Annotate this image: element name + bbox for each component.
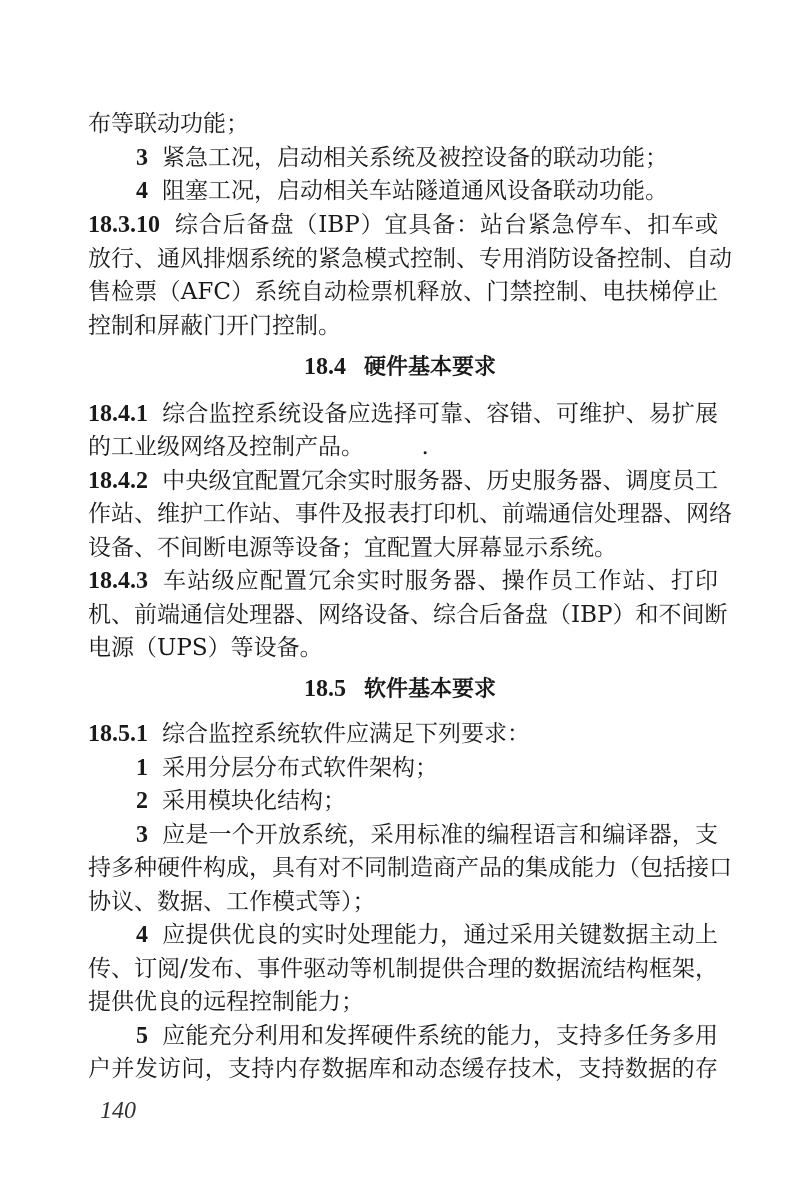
text-line bbox=[88, 108, 718, 141]
section-title: 硬件基本要求 bbox=[363, 354, 496, 380]
text-line bbox=[88, 310, 718, 343]
item-number: 1 bbox=[136, 755, 148, 781]
clause-number: 18.5.1 bbox=[88, 721, 148, 747]
line-text: 应是一个开放系统，采用标准的编程语言和编译器，支 bbox=[162, 822, 718, 848]
item-number: 5 bbox=[136, 1023, 148, 1049]
line-text: 应提供优良的实时处理能力，通过采用关键数据主动上 bbox=[162, 922, 718, 948]
line-text: 放行、通风排烟系统的紧急模式控制、专用消防设备控制、自动 bbox=[88, 246, 732, 272]
text-line bbox=[88, 953, 718, 986]
list-item bbox=[88, 1020, 718, 1053]
item-number: 4 bbox=[136, 922, 148, 948]
line-text: 设备、不间断电源等设备；宜配置大屏幕显示系统。 bbox=[88, 535, 617, 561]
text-line bbox=[88, 431, 718, 464]
section-number: 18.5 bbox=[303, 676, 346, 702]
section-heading-18-5 bbox=[0, 673, 800, 706]
item-number: 3 bbox=[136, 822, 148, 848]
line-text: 采用分层分布式软件架构； bbox=[162, 755, 438, 781]
line-text: 机、前端通信处理器、网络设备、综合后备盘（IBP）和不间断 bbox=[88, 602, 728, 628]
text-line bbox=[88, 498, 732, 531]
text-line bbox=[88, 886, 718, 919]
line-text: 电源（UPS）等设备。 bbox=[88, 635, 323, 661]
line-text: 控制和屏蔽门开门控制。 bbox=[88, 313, 341, 339]
line-text: 售检票（AFC）系统自动检票机释放、门禁控制、电扶梯停止 bbox=[88, 279, 718, 305]
clause-18-5-1 bbox=[88, 718, 718, 751]
line-text: 综合监控系统软件应满足下列要求： bbox=[162, 721, 530, 747]
line-text: 户并发访问，支持内存数据库和动态缓存技术，支持数据的存 bbox=[88, 1056, 718, 1082]
clause-18-3-10 bbox=[88, 209, 718, 242]
list-item bbox=[88, 175, 718, 208]
line-text: 作站、维护工作站、事件及报表打印机、前端通信处理器、网络 bbox=[88, 501, 732, 527]
clause-number: 18.4.1 bbox=[88, 401, 148, 427]
list-item bbox=[88, 142, 718, 175]
item-number: 3 bbox=[136, 145, 148, 171]
clause-18-4-1 bbox=[88, 398, 718, 431]
clause-18-4-3 bbox=[88, 565, 718, 598]
list-item bbox=[88, 819, 718, 852]
line-text: 协议、数据、工作模式等）； bbox=[88, 889, 376, 915]
section-heading-18-4 bbox=[0, 351, 800, 384]
line-text: 采用模块化结构； bbox=[162, 788, 346, 814]
clause-number: 18.4.3 bbox=[88, 568, 148, 594]
line-text: 车站级应配置冗余实时服务器、操作员工作站、打印 bbox=[162, 568, 718, 594]
line-text: 中央级宜配置冗余实时服务器、历史服务器、调度员工 bbox=[162, 468, 718, 494]
text-line bbox=[88, 1053, 718, 1086]
section-number: 18.4 bbox=[303, 354, 346, 380]
text-line bbox=[88, 243, 732, 276]
line-text: 综合监控系统设备应选择可靠、容错、可维护、易扩展 bbox=[162, 401, 718, 427]
line-text: 的工业级网络及控制产品。 . bbox=[88, 434, 429, 460]
item-number: 4 bbox=[136, 178, 148, 204]
text-line bbox=[88, 532, 718, 565]
line-text: 布等联动功能； bbox=[88, 111, 249, 137]
line-text: 传、订阅/发布、事件驱动等机制提供合理的数据流结构框架， bbox=[88, 956, 718, 982]
line-text: 阻塞工况，启动相关车站隧道通风设备联动功能。 bbox=[162, 178, 668, 204]
text-line bbox=[88, 599, 728, 632]
list-item bbox=[88, 919, 718, 952]
clause-number: 18.3.10 bbox=[88, 212, 160, 238]
text-line bbox=[88, 852, 732, 885]
page-number: 140 bbox=[100, 1098, 136, 1124]
list-item bbox=[88, 752, 718, 785]
section-title: 软件基本要求 bbox=[363, 676, 496, 702]
line-text: 提供优良的远程控制能力； bbox=[88, 989, 364, 1015]
line-text: 紧急工况，启动相关系统及被控设备的联动功能； bbox=[162, 145, 668, 171]
line-text: 持多种硬件构成，具有对不同制造商产品的集成能力（包括接口 bbox=[88, 855, 732, 881]
clause-18-4-2 bbox=[88, 465, 718, 498]
text-line bbox=[88, 632, 718, 665]
clause-number: 18.4.2 bbox=[88, 468, 148, 494]
list-item bbox=[88, 785, 718, 818]
text-line bbox=[88, 986, 718, 1019]
item-number: 2 bbox=[136, 788, 148, 814]
line-text: 综合后备盘（IBP）宜具备：站台紧急停车、扣车或 bbox=[174, 212, 718, 238]
text-line bbox=[88, 276, 718, 309]
line-text: 应能充分利用和发挥硬件系统的能力，支持多任务多用 bbox=[162, 1023, 718, 1049]
